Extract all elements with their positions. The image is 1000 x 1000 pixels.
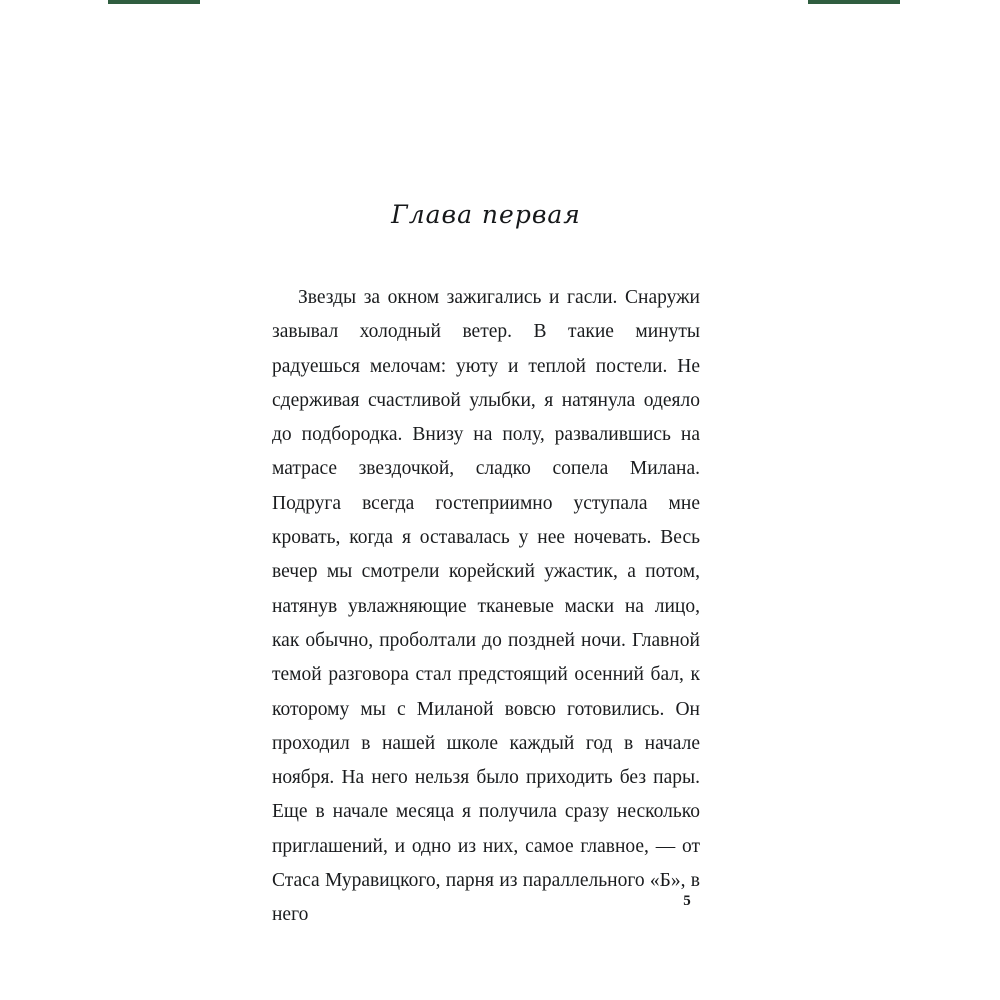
text-column: [272, 200, 700, 933]
body-paragraph: [272, 281, 700, 933]
cover-edge-mark-right: [808, 0, 900, 4]
page-number: 5: [683, 893, 691, 909]
cover-edge-mark-left: [108, 0, 200, 4]
chapter-title: Глава первая: [391, 200, 581, 229]
paragraph-text: Звезды за окном зажигались и гасли. Снаружи завывал холодный ветер. В такие минуты радуешься мелочам: уюту и теплой постели. Не сдерживая счастливой улыбки, я натянула одеяло до подбородка. Внизу на полу, развалившись на матрасе звездочкой, сладко сопела Милана. Подруга всегда гостеприимно уступала мне кровать, когда я оставалась у нее ночевать. Весь вечер мы смотрели корейский ужастик, а потом, натянув увлажняющие тканевые маски на лицо, как обычно, проболтали до поздней ночи. Главной темой разговора стал предстоящий осенний бал, к которому мы с Миланой вовсю готовились. Он проходил в нашей школе каждый год в начале ноября. На него нельзя было приходить без пары. Еще в начале месяца я получила сразу несколько приглашений, и одно из них, самое главное, — от Стаса Муравицкого, парня из параллельного «Б», в него: [272, 287, 700, 926]
